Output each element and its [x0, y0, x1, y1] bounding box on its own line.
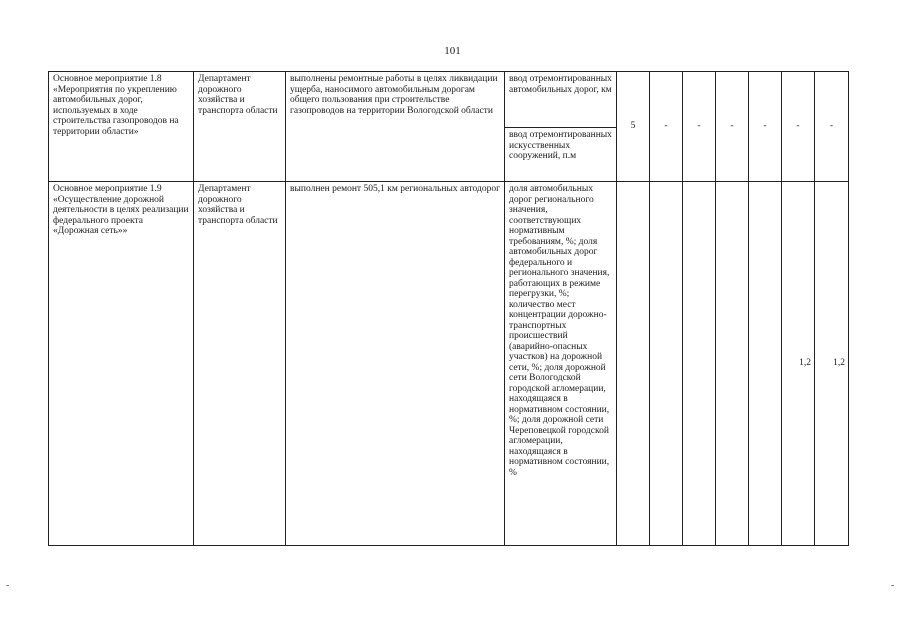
value-cell: -	[716, 72, 749, 182]
page-number: 101	[444, 45, 461, 57]
indicator-cell: доля автомобильных дорог регионального значения, соответствующих нормативным требованиям, %; доля автомобильных дорог федерального и регионального значения, работающих в режиме перегрузки, %; количество мест концентрации дорожно-транспортных происшествий (аварийно-опасных участков) на дорожной сети, %; доля дорожной сети Вологодской городской агломерации, находящаяся в нормативном состоянии, %; доля дорожной сети Череповецкой городской агломерации, находящаяся в нормативном состоянии, %	[505, 182, 617, 546]
value-cell	[716, 182, 749, 546]
value-cell	[617, 182, 650, 546]
value-cell: 1,2	[782, 182, 815, 546]
value-cell	[683, 182, 716, 546]
table-row	[49, 182, 849, 546]
activity-cell: Основное мероприятие 1.8 «Мероприятия по укреплению автомобильных дорог, используемых в ходе строительства газопроводов на территории области»	[49, 72, 194, 182]
result-cell: выполнены ремонтные работы в целях ликвидации ущерба, наносимого автомобильным дорогам общего пользования при строительстве газопроводов на территории Вологодской области	[286, 72, 505, 182]
value-cell: -	[782, 72, 815, 182]
value-cell	[650, 182, 683, 546]
value-cell: -	[815, 72, 849, 182]
activities-table	[48, 71, 849, 546]
executor-cell: Департамент дорожного хозяйства и транспорта области	[194, 72, 286, 182]
activity-cell: Основное мероприятие 1.9 «Осуществление дорожной деятельности в целях реализации федерального проекта «Дорожная сеть»»	[49, 182, 194, 546]
value-cell: -	[650, 72, 683, 182]
value-cell: -	[683, 72, 716, 182]
value-cell: -	[749, 72, 782, 182]
value-cell	[749, 182, 782, 546]
value-cell: 1,2	[815, 182, 849, 546]
value-cell: 5	[617, 72, 650, 182]
margin-mark: -	[6, 580, 10, 591]
result-cell: выполнен ремонт 505,1 км региональных автодорог	[286, 182, 505, 546]
indicator-cell: ввод отремонтированных искусственных сооружений, п.м	[505, 128, 617, 182]
margin-mark: -	[891, 580, 895, 591]
indicator-cell: ввод отремонтированных автомобильных дорог, км	[505, 72, 617, 128]
executor-cell: Департамент дорожного хозяйства и транспорта области	[194, 182, 286, 546]
table-row	[49, 72, 849, 128]
